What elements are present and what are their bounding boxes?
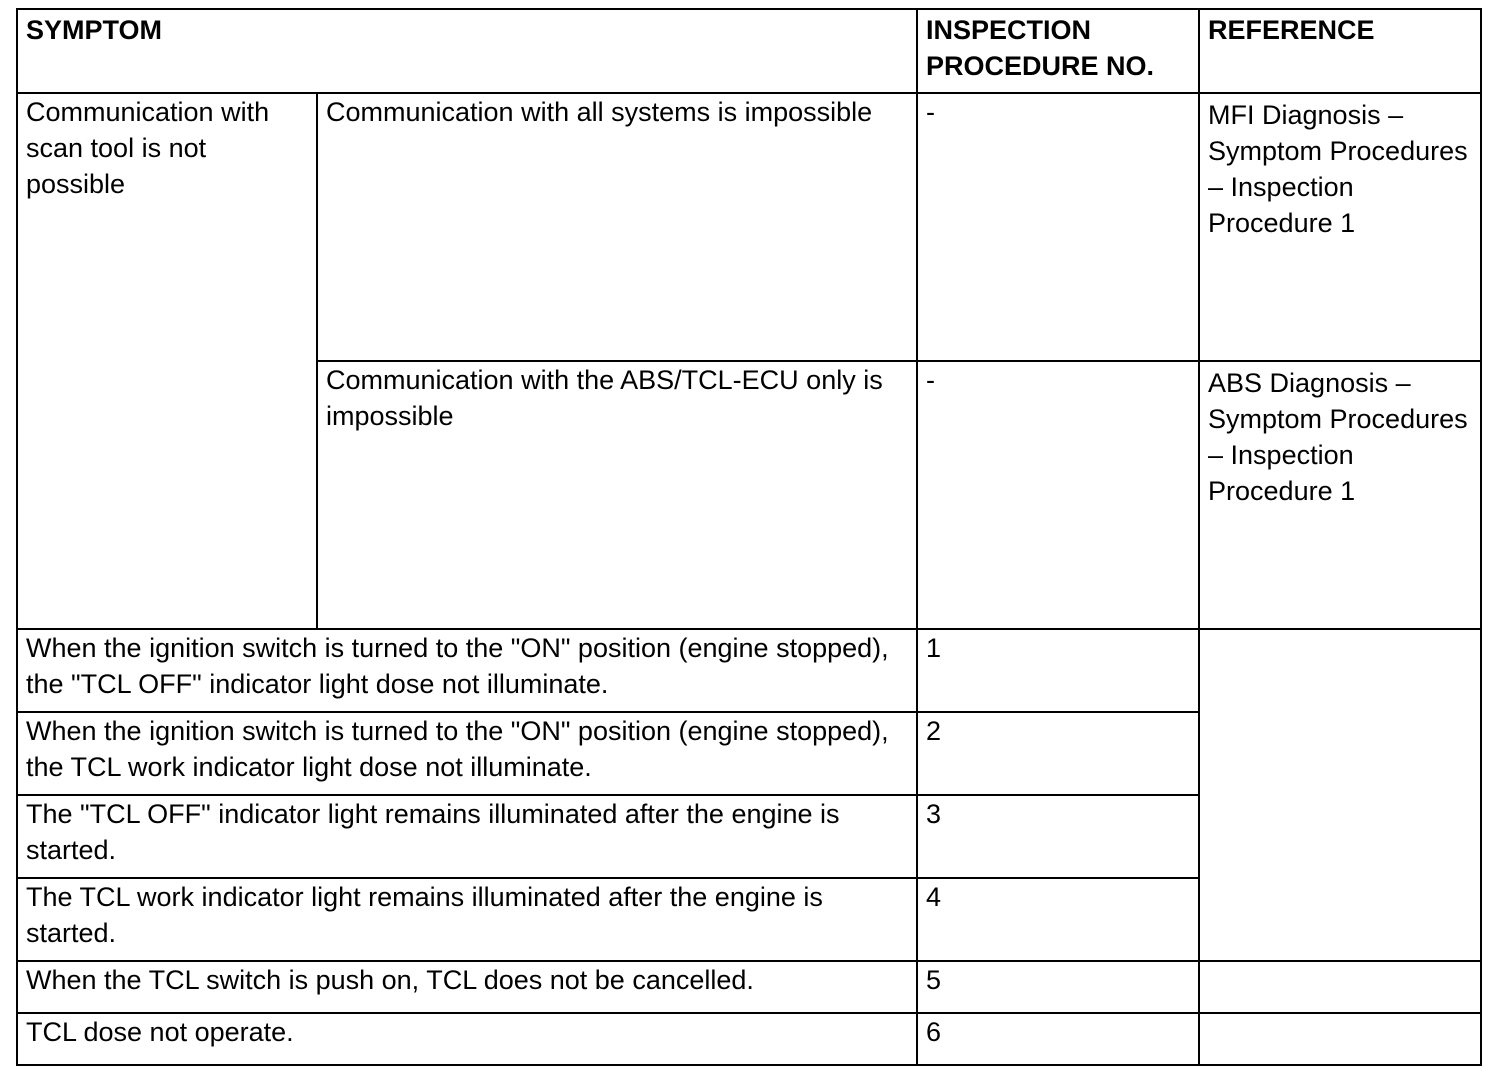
symptom-cell: TCL dose not operate. [17,1013,917,1065]
reference-text: ABS Diagnosis – Symptom Procedures – Inspection Procedure 1 [1208,368,1468,506]
procedure-no-cell: 3 [917,795,1199,878]
communication-group-label: Communication with scan tool is not possible [17,93,317,629]
table-row [17,93,1481,361]
procedure-no-cell: - [917,361,1199,629]
symptom-cell: The "TCL OFF" indicator light remains illuminated after the engine is started. [17,795,917,878]
symptom-table [16,8,1482,1066]
procedure-no-cell: - [917,93,1199,361]
table-row [17,961,1481,1013]
reference-cell-empty [1199,629,1481,961]
procedure-no-cell: 4 [917,878,1199,961]
header-inspection-procedure-no: INSPECTION PROCEDURE NO. [917,9,1199,93]
symptom-cell: The TCL work indicator light remains illuminated after the engine is started. [17,878,917,961]
procedure-no-cell: 6 [917,1013,1199,1065]
header-row [17,9,1481,93]
procedure-no-cell: 2 [917,712,1199,795]
reference-cell [1199,93,1481,361]
header-symptom: SYMPTOM [17,9,917,93]
symptom-cell: Communication with all systems is impossible [317,93,917,361]
symptom-cell: When the ignition switch is turned to the "ON" position (engine stopped), the "TCL OFF" indicator light dose not illuminate. [17,629,917,712]
reference-text: MFI Diagnosis – Symptom Procedures – Inspection Procedure 1 [1208,100,1468,238]
symptom-cell: When the TCL switch is push on, TCL does not be cancelled. [17,961,917,1013]
reference-cell-empty [1199,1013,1481,1065]
header-reference: REFERENCE [1199,9,1481,93]
procedure-no-cell: 1 [917,629,1199,712]
procedure-no-cell: 5 [917,961,1199,1013]
table-row [17,629,1481,712]
reference-cell-empty [1199,961,1481,1013]
symptom-cell: Communication with the ABS/TCL-ECU only is impossible [317,361,917,629]
table-row [17,1013,1481,1065]
symptom-cell: When the ignition switch is turned to the "ON" position (engine stopped), the TCL work indicator light dose not illuminate. [17,712,917,795]
reference-cell [1199,361,1481,629]
